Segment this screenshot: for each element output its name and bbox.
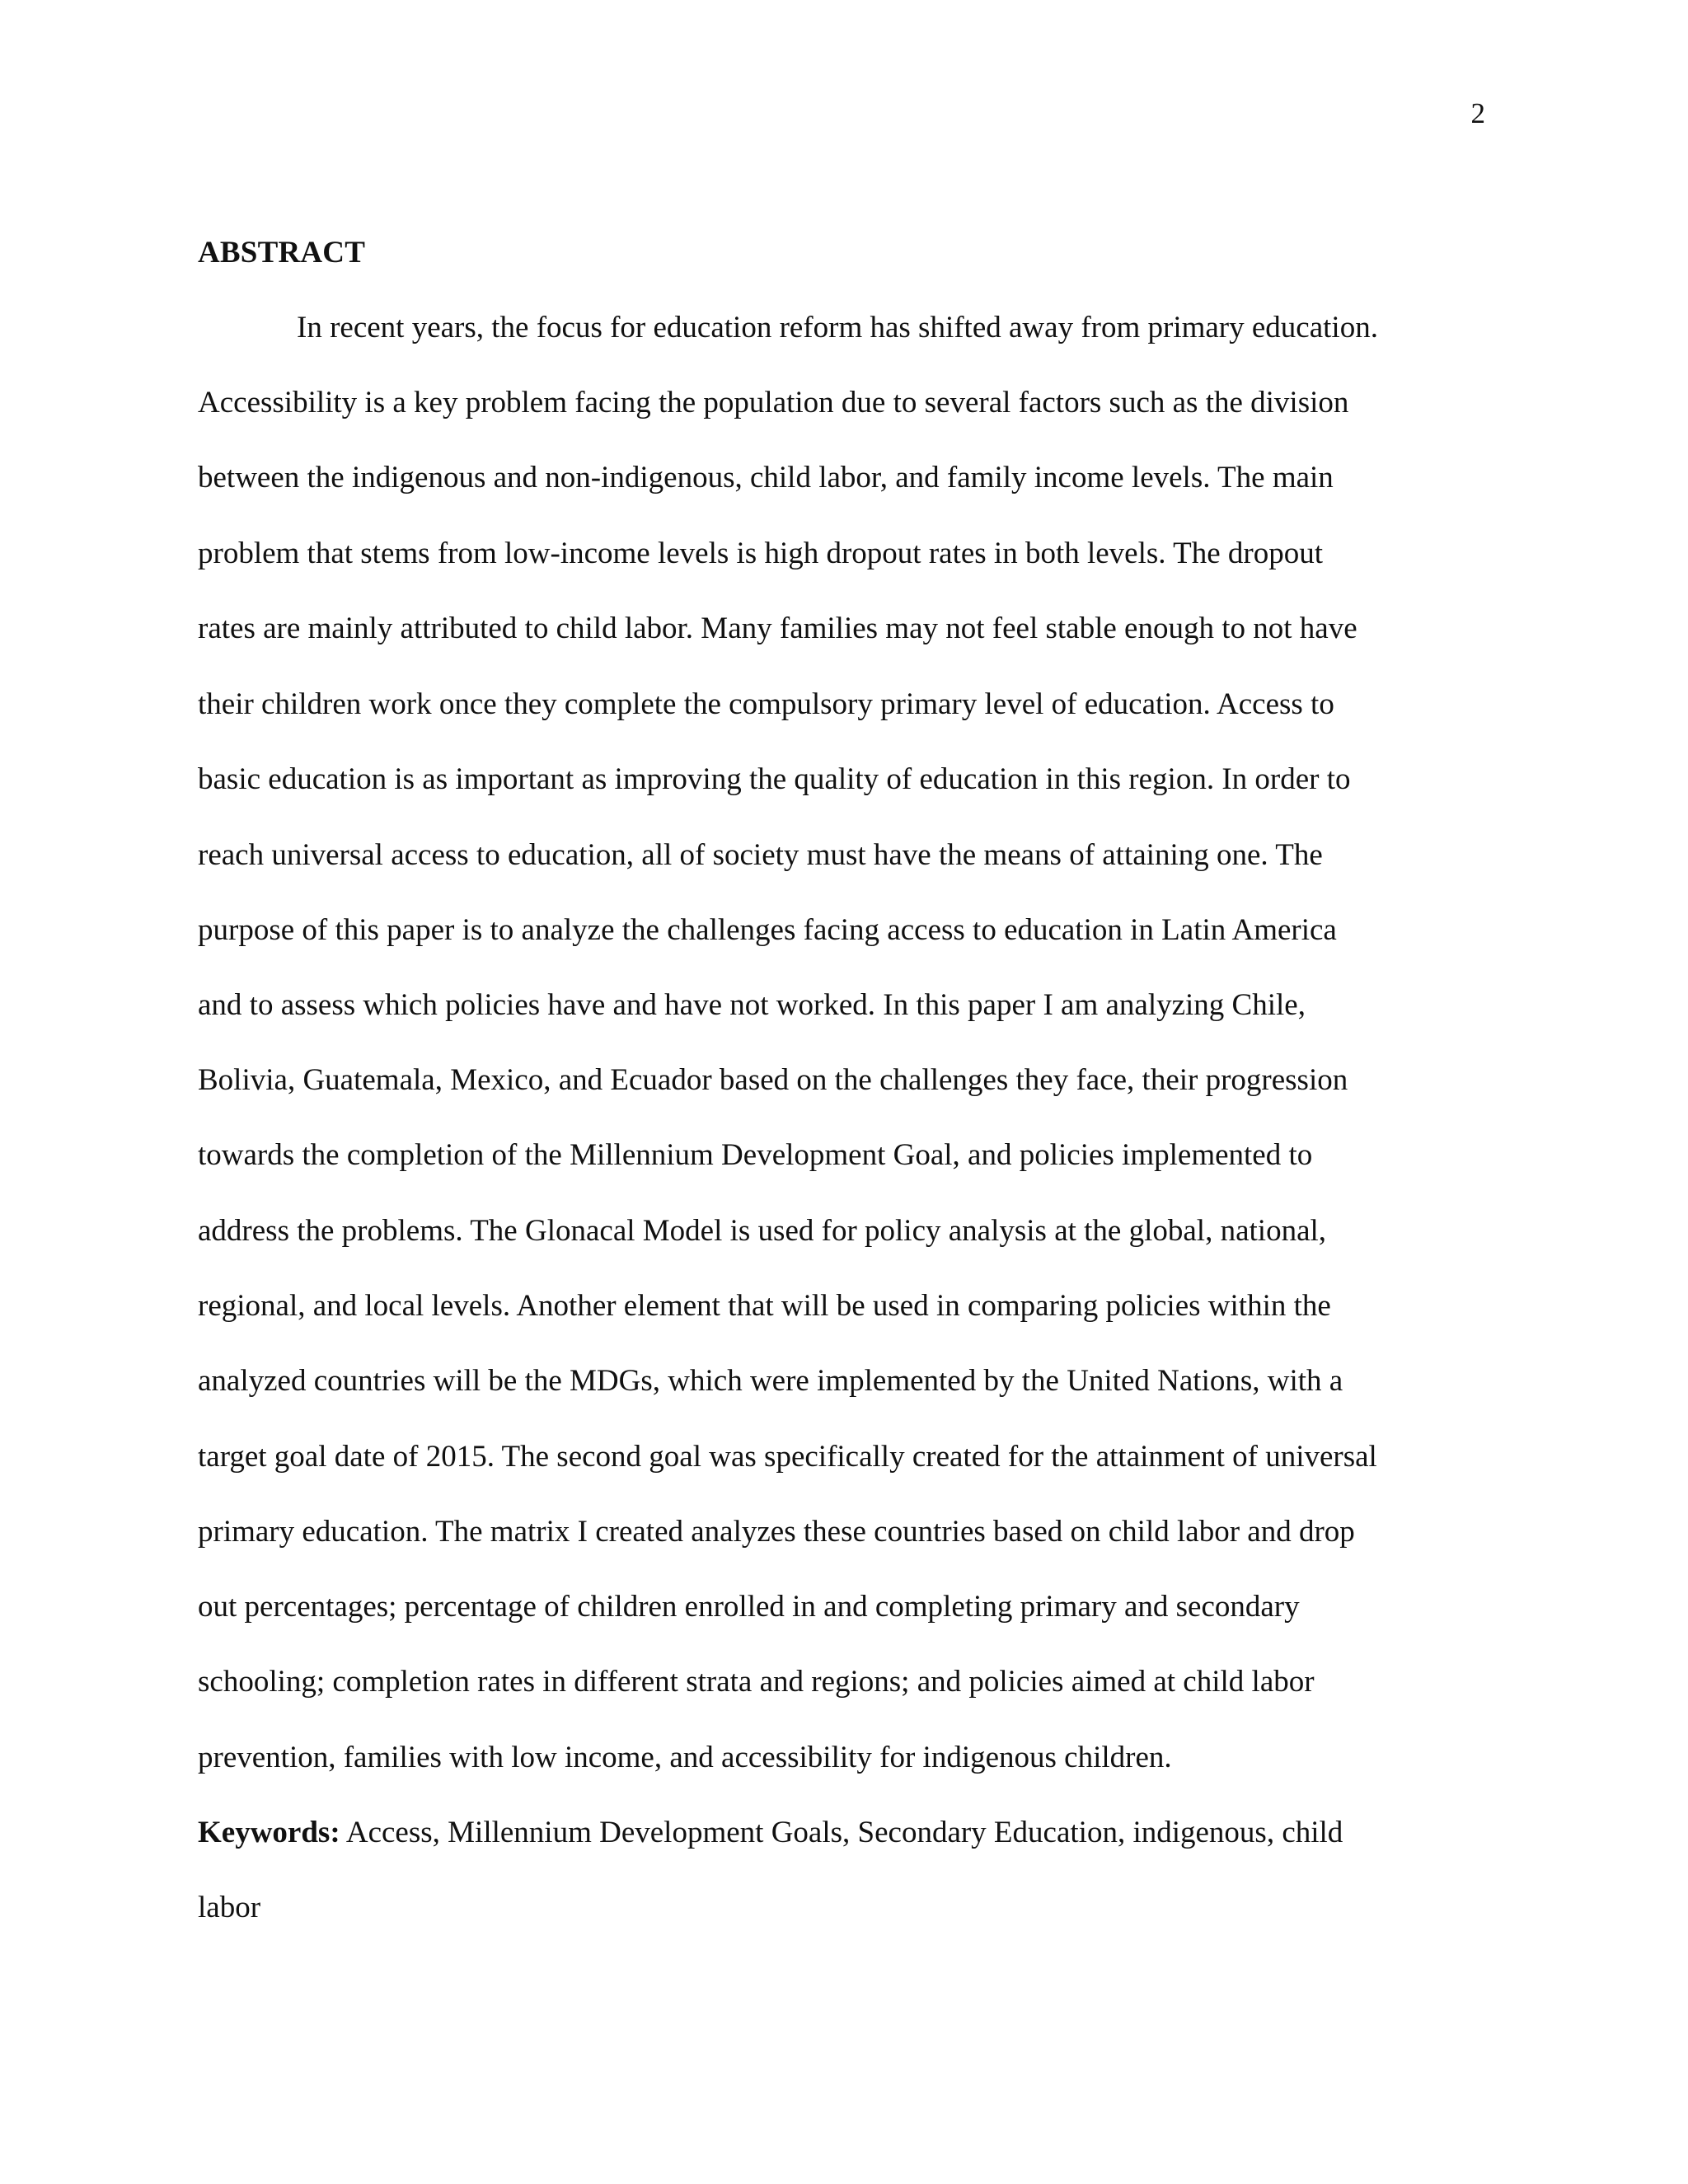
abstract-line-2: Accessibility is a key problem facing the population due to several factors such as the division [198, 386, 1349, 419]
abstract-line-7: basic education is as important as improving the quality of education in this region. In order to [198, 762, 1351, 796]
abstract-line-19: schooling; completion rates in different strata and regions; and policies aimed at child labor [198, 1665, 1315, 1699]
abstract-line-12: towards the completion of the Millennium Development Goal, and policies implemented to [198, 1138, 1313, 1172]
abstract-line-11: Bolivia, Guatemala, Mexico, and Ecuador based on the challenges they face, their progression [198, 1063, 1348, 1097]
abstract-line-16: target goal date of 2015. The second goal was specifically created for the attainment of universal [198, 1440, 1377, 1474]
abstract-line-6: their children work once they complete the compulsory primary level of education. Access to [198, 687, 1334, 721]
abstract-line-18: out percentages; percentage of children enrolled in and completing primary and secondary [198, 1590, 1300, 1624]
page-number: 2 [1470, 97, 1485, 129]
abstract-line-1: In recent years, the focus for education reform has shifted away from primary education. [297, 311, 1378, 344]
abstract-line-15: analyzed countries will be the MDGs, which were implemented by the United Nations, with a [198, 1364, 1343, 1398]
keywords-line-continued: labor [198, 1891, 261, 1924]
abstract-line-9: purpose of this paper is to analyze the challenges facing access to education in Latin America [198, 913, 1337, 947]
abstract-heading: ABSTRACT [198, 236, 366, 269]
keywords-label: Keywords: [198, 1816, 340, 1849]
keywords-line [198, 1815, 1343, 1851]
abstract-line-20: prevention, families with low income, and accessibility for indigenous children. [198, 1741, 1172, 1774]
abstract-line-8: reach universal access to education, all of society must have the means of attaining one. The [198, 838, 1323, 872]
abstract-line-14: regional, and local levels. Another element that will be used in comparing policies within the [198, 1289, 1331, 1323]
abstract-line-13: address the problems. The Glonacal Model is used for policy analysis at the global, national, [198, 1214, 1327, 1248]
keywords-text: Access, Millennium Development Goals, Secondary Education, indigenous, child [340, 1816, 1343, 1849]
abstract-line-5: rates are mainly attributed to child labor. Many families may not feel stable enough to not have [198, 612, 1357, 645]
abstract-line-4: problem that stems from low-income levels is high dropout rates in both levels. The dropout [198, 537, 1323, 570]
abstract-line-17: primary education. The matrix I created analyzes these countries based on child labor and drop [198, 1515, 1355, 1549]
abstract-line-10: and to assess which policies have and have not worked. In this paper I am analyzing Chile, [198, 988, 1306, 1022]
abstract-line-3: between the indigenous and non-indigenous, child labor, and family income levels. The main [198, 461, 1334, 494]
